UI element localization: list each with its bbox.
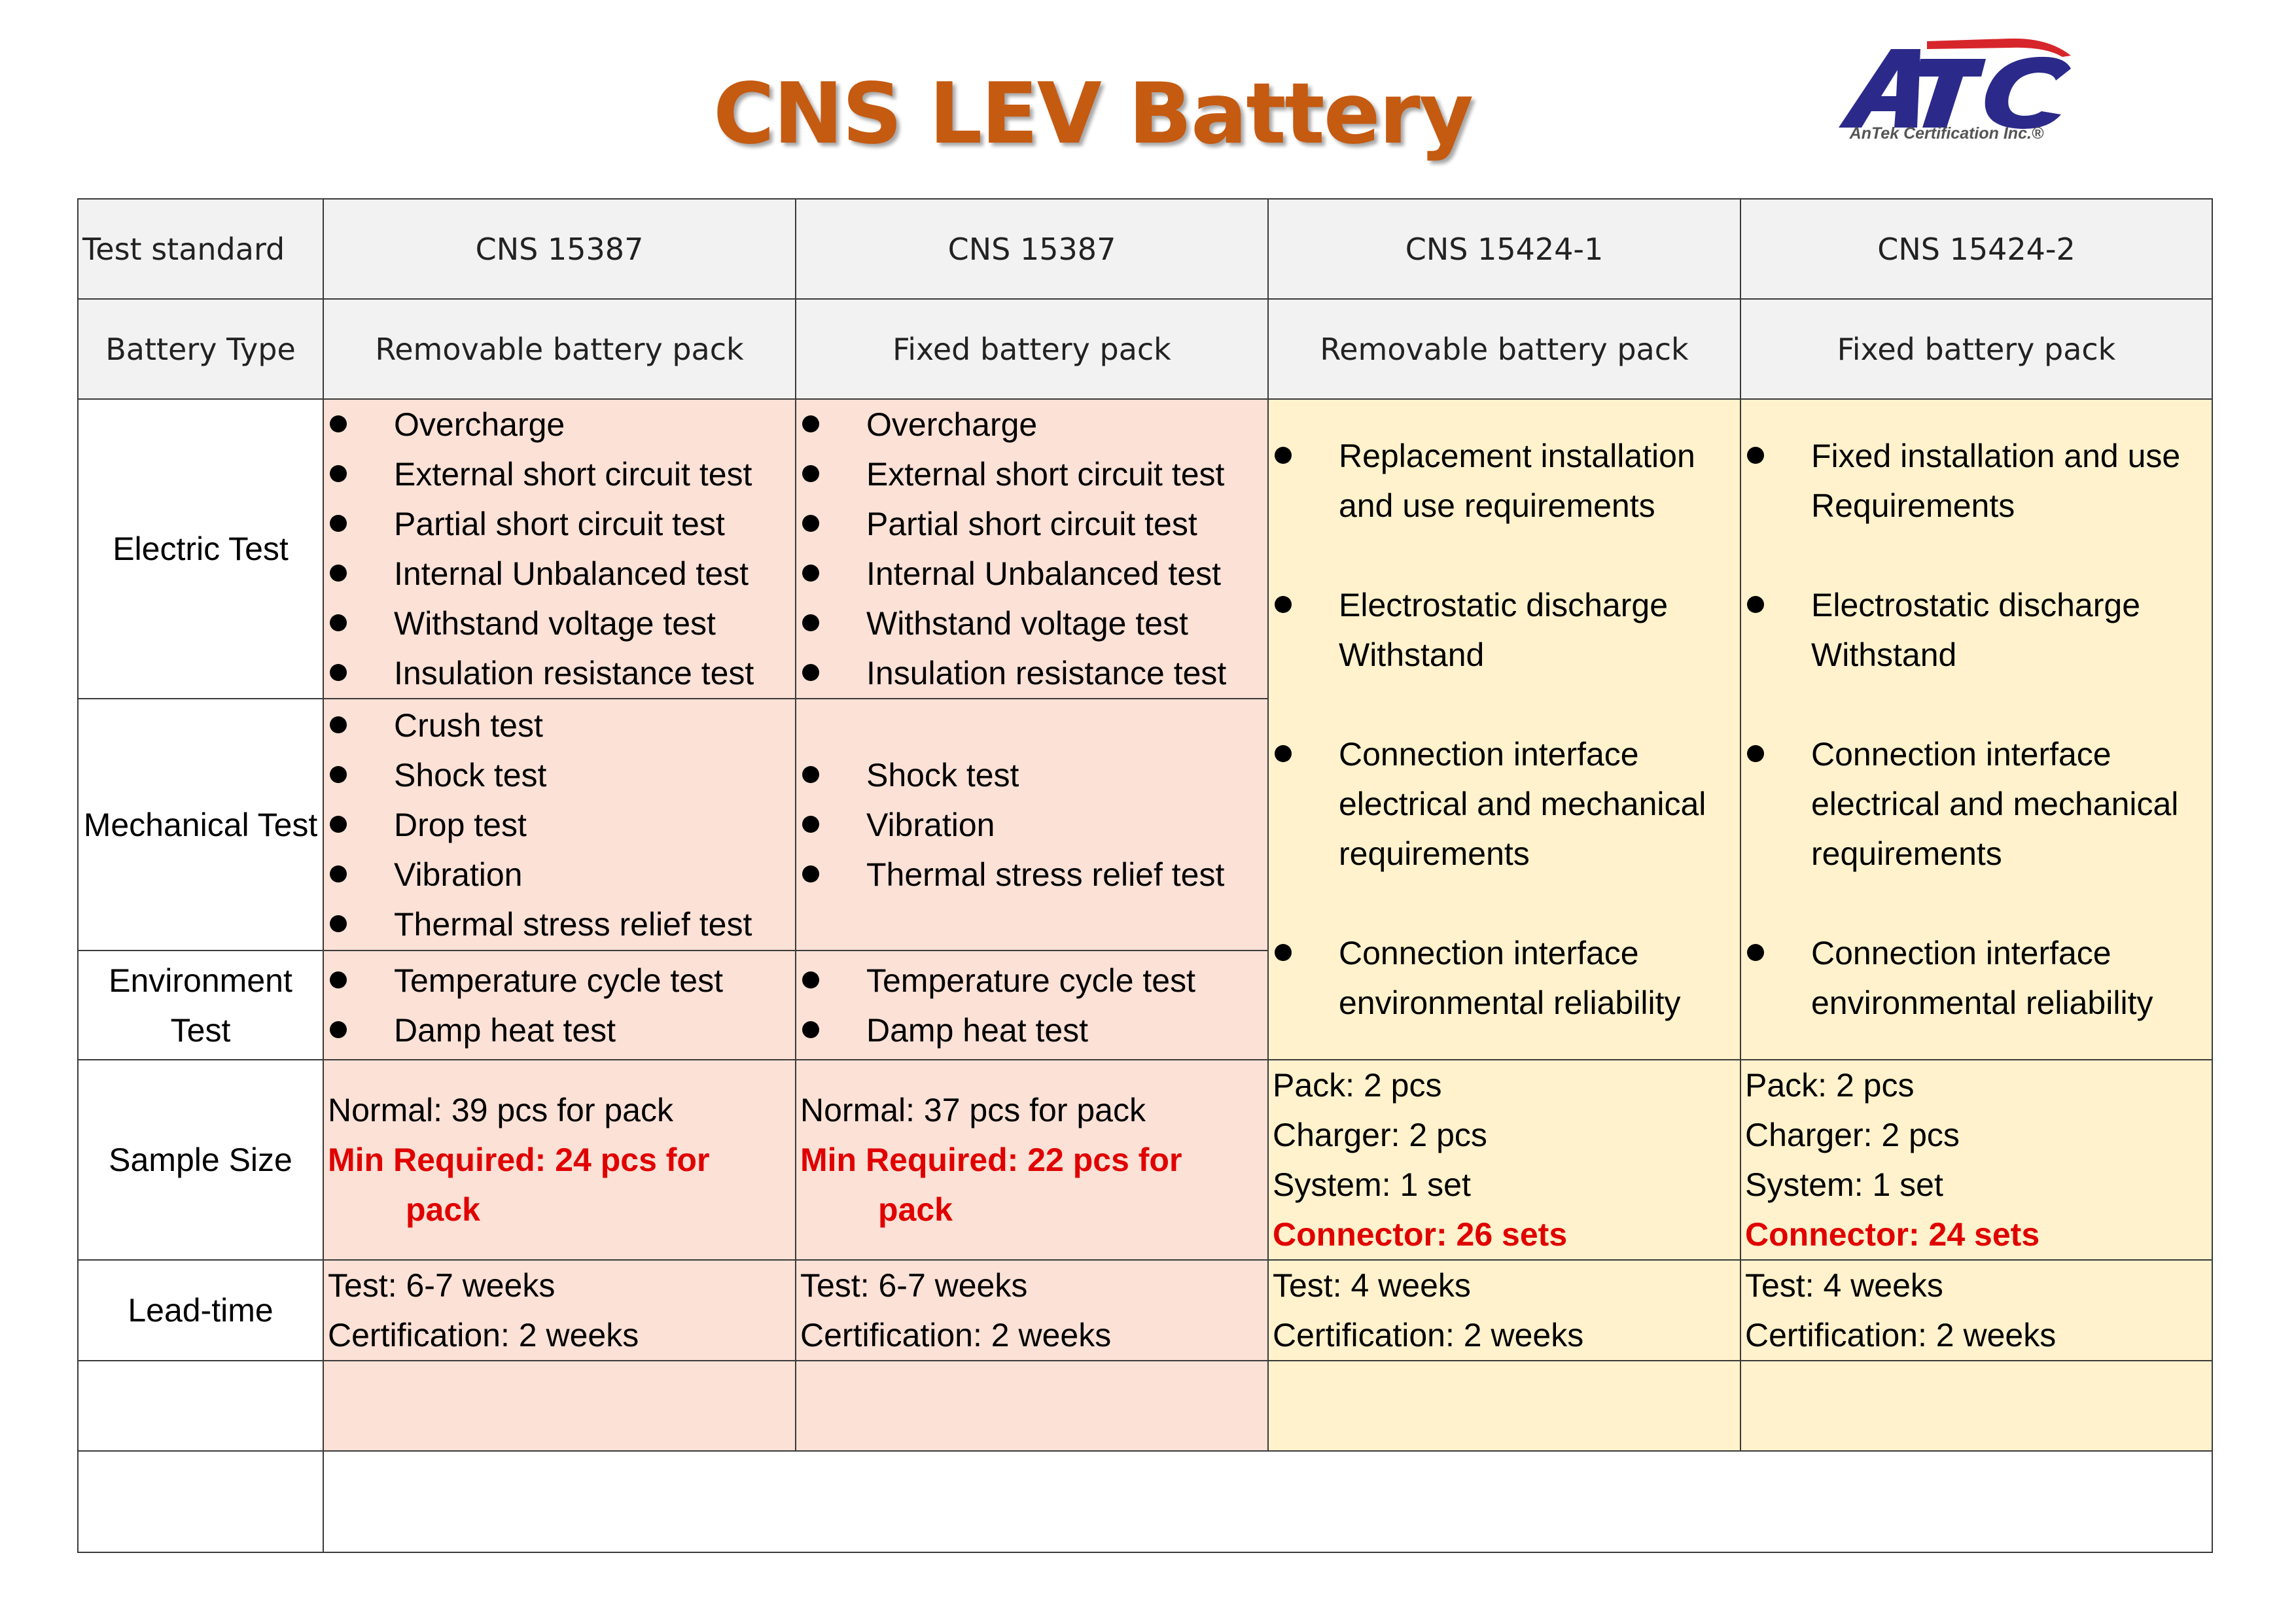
empty-cell <box>1740 1361 2212 1451</box>
standard-row <box>78 199 2212 299</box>
lead-test: Test: 6-7 weeks <box>328 1267 556 1304</box>
battery-type-col2: Fixed battery pack <box>796 299 1268 399</box>
list-item: Overcharge <box>796 400 1267 449</box>
electric-test-label: Electric Test <box>78 399 323 699</box>
sample-col3 <box>1268 1060 1740 1260</box>
sample-normal: Normal: 37 pcs for pack <box>800 1092 1146 1128</box>
sample-pack: Pack: 2 pcs <box>1745 1067 1915 1104</box>
lead-test: Test: 4 weeks <box>1745 1267 1943 1304</box>
empty-merged-cell <box>323 1451 2212 1552</box>
list-item: Withstand voltage test <box>796 599 1267 648</box>
sample-col2 <box>796 1060 1268 1260</box>
list-item: Overcharge <box>324 400 795 449</box>
empty-row <box>78 1361 2212 1451</box>
lead-col2 <box>796 1260 1268 1361</box>
list-item: Insulation resistance test <box>324 648 795 698</box>
list-item: Electrostatic discharge Withstand <box>1269 580 1740 680</box>
list-item: Withstand voltage test <box>324 599 795 648</box>
battery-type-label: Battery Type <box>78 299 323 399</box>
lead-test: Test: 4 weeks <box>1273 1267 1471 1304</box>
lead-col3 <box>1268 1260 1740 1361</box>
lead-test: Test: 6-7 weeks <box>800 1267 1028 1304</box>
battery-type-col1: Removable battery pack <box>323 299 796 399</box>
sample-min-required: Min Required: 22 pcs for <box>800 1142 1182 1178</box>
battery-type-col3: Removable battery pack <box>1268 299 1740 399</box>
list-item: Vibration <box>324 850 795 899</box>
list-item: Internal Unbalanced test <box>324 549 795 599</box>
list-item: Electrostatic discharge Withstand <box>1741 580 2212 680</box>
sample-connector: Connector: 24 sets <box>1745 1216 2040 1253</box>
standard-col3: CNS 15424-1 <box>1268 199 1740 299</box>
lead-cert: Certification: 2 weeks <box>328 1317 639 1353</box>
list-item: External short circuit test <box>796 449 1267 499</box>
list-item: Temperature cycle test <box>324 956 795 1005</box>
standard-col2: CNS 15387 <box>796 199 1268 299</box>
empty-cell <box>78 1451 323 1552</box>
empty-row-merged <box>78 1451 2212 1552</box>
list-item: Thermal stress relief test <box>324 899 795 949</box>
lead-cert: Certification: 2 weeks <box>1273 1317 1584 1353</box>
mechanical-col2 <box>796 699 1268 951</box>
list-item: Shock test <box>796 750 1267 800</box>
mechanical-col1 <box>323 699 796 951</box>
lead-time-label: Lead-time <box>78 1260 323 1361</box>
standard-col1: CNS 15387 <box>323 199 796 299</box>
standard-col4: CNS 15424-2 <box>1740 199 2212 299</box>
sample-col1 <box>323 1060 796 1260</box>
lead-cert: Certification: 2 weeks <box>1745 1317 2057 1353</box>
sample-pack: Pack: 2 pcs <box>1273 1067 1442 1104</box>
sample-system: System: 1 set <box>1273 1166 1471 1203</box>
list-item: Thermal stress relief test <box>796 850 1267 899</box>
lead-col4 <box>1740 1260 2212 1361</box>
sample-size-row <box>78 1060 2212 1260</box>
logo-caption: AnTek Certification Inc.® <box>1849 124 2044 143</box>
environment-test-label: Environment Test <box>78 951 323 1060</box>
sample-min-required: Min Required: 24 pcs for <box>328 1142 710 1178</box>
page-title: CNS LEV Battery <box>713 65 1473 163</box>
empty-cell <box>323 1361 796 1451</box>
sample-charger: Charger: 2 pcs <box>1745 1117 1960 1153</box>
standard-label: Test standard <box>78 199 323 299</box>
empty-cell <box>796 1361 1268 1451</box>
sample-normal: Normal: 39 pcs for pack <box>328 1092 673 1128</box>
sample-min-required-cont: pack <box>878 1191 953 1228</box>
electric-col1 <box>323 399 796 699</box>
list-item: Vibration <box>796 800 1267 850</box>
list-item: Shock test <box>324 750 795 800</box>
mechanical-test-label: Mechanical Test <box>78 699 323 951</box>
list-item: Partial short circuit test <box>324 499 795 549</box>
environment-col1 <box>323 951 796 1060</box>
electric-test-row <box>78 399 2212 699</box>
battery-type-col4: Fixed battery pack <box>1740 299 2212 399</box>
lead-time-row <box>78 1260 2212 1361</box>
list-item: Fixed installation and use Requirements <box>1741 431 2212 531</box>
lead-col1 <box>323 1260 796 1361</box>
list-item: Connection interface electrical and mechanical requirements <box>1741 729 2212 879</box>
lead-cert: Certification: 2 weeks <box>800 1317 1112 1353</box>
sample-min-required-cont: pack <box>406 1191 480 1228</box>
list-item: External short circuit test <box>324 449 795 499</box>
sample-charger: Charger: 2 pcs <box>1273 1117 1487 1153</box>
environment-col2 <box>796 951 1268 1060</box>
list-item: Connection interface environmental reliability <box>1269 928 1740 1028</box>
sample-size-label: Sample Size <box>78 1060 323 1260</box>
electric-col2 <box>796 399 1268 699</box>
sample-connector: Connector: 26 sets <box>1273 1216 1568 1253</box>
list-item: Damp heat test <box>796 1005 1267 1055</box>
list-item: Connection interface electrical and mechanical requirements <box>1269 729 1740 879</box>
sample-col4 <box>1740 1060 2212 1260</box>
list-item: Drop test <box>324 800 795 850</box>
list-item: Damp heat test <box>324 1005 795 1055</box>
sample-system: System: 1 set <box>1745 1166 1943 1203</box>
list-item: Partial short circuit test <box>796 499 1267 549</box>
list-item: Connection interface environmental reliability <box>1741 928 2212 1028</box>
empty-cell <box>1268 1361 1740 1451</box>
empty-cell <box>78 1361 323 1451</box>
battery-type-row <box>78 299 2212 399</box>
list-item: Insulation resistance test <box>796 648 1267 698</box>
battery-test-table <box>77 198 2213 1553</box>
requirements-col4 <box>1740 399 2212 1060</box>
list-item: Internal Unbalanced test <box>796 549 1267 599</box>
list-item: Replacement installation and use requirements <box>1269 431 1740 531</box>
requirements-col3 <box>1268 399 1740 1060</box>
list-item: Crush test <box>324 701 795 750</box>
list-item: Temperature cycle test <box>796 956 1267 1005</box>
